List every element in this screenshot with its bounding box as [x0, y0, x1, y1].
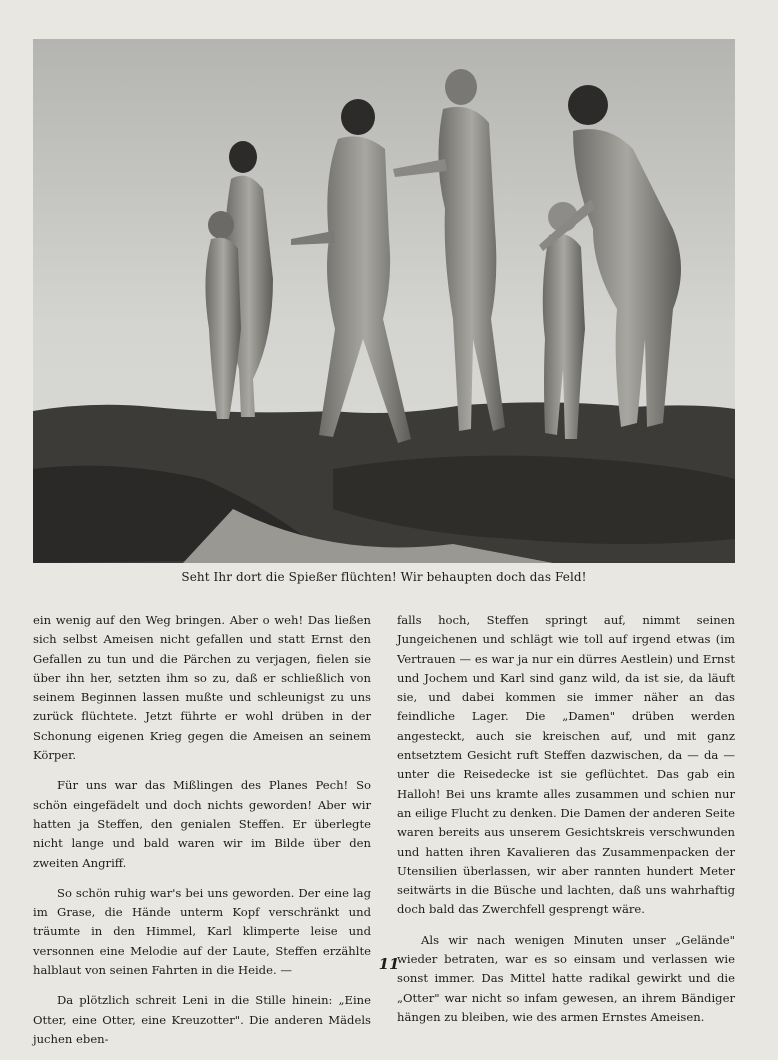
paragraph: Da plötzlich schreit Leni in die Stille hinein: „Eine Otter, eine Otter, eine Kreuzotter". Die anderen Mädels juchen eben- — [33, 993, 371, 1046]
photo-caption: Seht Ihr dort die Spießer flüchten! Wir behaupten doch das Feld! — [181, 570, 587, 584]
left-text-column — [33, 611, 371, 1060]
paragraph: ein wenig auf den Weg bringen. Aber o weh! Das ließen sich selbst Ameisen nicht gefallen und statt Ernst den Gefallen zu tun und die Pärchen zu verjagen, fielen sie über ihn her, setzten ihm so zu, daß er schließlich von seinem Beginnen lassen mußte und schleunigst zu uns zurück flüchtete. Jetzt führte er wohl drüben in der Schonung eigenen Krieg gegen die Ameisen an seinem Körper. — [33, 613, 371, 763]
photo-illustration — [33, 39, 735, 563]
page-number: 11 — [378, 955, 400, 973]
paragraph: falls hoch, Steffen springt auf, nimmt seinen Jungeichenen und schlägt wie toll auf irgend etwas (im Vertrauen — es war ja nur ein dürres Aestlein) und Ernst und Jochem und Karl sind ganz wild, da ist sie, da läuft sie, und dabei kommen sie immer näher an das feindliche Lager. Die „Damen" drüben werden angesteckt, auch sie kreischen auf, und mit ganz entsetztem Gesicht ruft Steffen dazwischen, da — da — unter die Reisedecke ist sie geflüchtet. Das gab ein Halloh! Bei uns kramte alles zusammen und schien nur an eilige Flucht zu denken. Die Damen der anderen Seite waren bereits aus unserem Gesichtskreis verschwunden und hatten ihren Kavalieren das Zusammenpacken der Utensilien überlassen, wir aber rannten hundert Meter seitwärts in die Büsche und lachten, daß uns wahrhaftig doch bald das Zwerchfell gesprengt wäre. — [397, 613, 735, 917]
paragraph: So schön ruhig war's bei uns geworden. Der eine lag im Grase, die Hände unterm Kopf verschränkt und träumte in den Himmel, Karl klimperte leise und versonnen eine Melodie auf der Laute, Steffen erzählte halblaut von seinen Fahrten in die Heide. — — [33, 885, 371, 978]
photograph — [33, 39, 735, 563]
paragraph: Als wir nach wenigen Minuten unser „Gelände" wieder betraten, war es so einsam und verlassen wie sonst immer. Das Mittel hatte radikal gewirkt und die „Otter" war nicht so infam gewesen, an ihrem Bändiger hängen zu bleiben, wie des armen Ernstes Ameisen. — [397, 932, 735, 1024]
paragraph: Für uns war das Mißlingen des Planes Pech! So schön eingefädelt und doch nichts geworden! Aber wir hatten ja Steffen, den genialen Steffen. Er überlegte nicht lange und bald waren wir im Bilde über den zweiten Angriff. — [33, 778, 371, 870]
right-text-column — [397, 611, 735, 1038]
